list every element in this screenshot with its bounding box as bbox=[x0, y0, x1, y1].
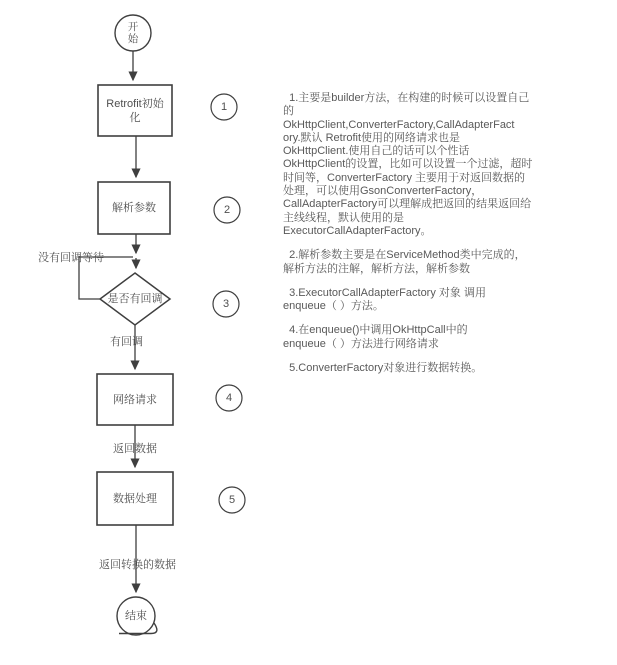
annotation-line: 解析方法的注解，解析方法，解析参数 bbox=[283, 262, 470, 275]
annotation-paragraph-5 bbox=[283, 362, 615, 375]
annotation-paragraph-2 bbox=[283, 249, 615, 276]
annotation-line: 的 bbox=[283, 105, 294, 118]
annotation-line: OkHttpClient.使用自己的话可以个性话 bbox=[283, 145, 470, 158]
edge-label-has-callback: 有回调 bbox=[110, 336, 143, 348]
annotation-line: 5.ConverterFactory对象进行数据转换。 bbox=[283, 362, 483, 375]
annotation-line: enqueue（ ）方法进行网络请求 bbox=[283, 337, 439, 350]
step-number-5: 5 bbox=[228, 494, 236, 506]
annotation-line: 3.ExecutorCallAdapterFactory 对象 调用 bbox=[283, 286, 486, 299]
retrofit-init-label-line2: 化 bbox=[129, 111, 141, 124]
edge-label-return-converted-data: 返回转换的数据 bbox=[99, 559, 176, 571]
retrofit-init-label-line1: Retrofit初始 bbox=[106, 97, 164, 110]
annotation-line: 处理，可以使用GsonConverterFactory， bbox=[283, 185, 483, 198]
step-number-1: 1 bbox=[220, 101, 228, 113]
annotation-line: 4.在enqueue()中调用OkHttpCall中的 bbox=[283, 324, 468, 337]
process-label-parse-params: 解析参数 bbox=[112, 202, 156, 214]
process-label-network-request: 网络请求 bbox=[113, 393, 157, 406]
start-label-line2: 始 bbox=[127, 33, 139, 45]
annotation-paragraph-1 bbox=[283, 92, 615, 238]
annotation-paragraph-3 bbox=[283, 287, 615, 314]
annotation-line: OkHttpClient,ConverterFactory,CallAdapterFact bbox=[283, 118, 515, 131]
step-number-3: 3 bbox=[222, 298, 230, 310]
edge-label-no-callback-wait: 没有回调等待 bbox=[38, 252, 104, 264]
edge-label-return-data: 返回数据 bbox=[113, 443, 157, 455]
process-label-retrofit-init bbox=[98, 85, 172, 136]
step-number-2: 2 bbox=[223, 204, 231, 216]
annotation-line: ory.默认 Retrofit使用的网络请求也是 bbox=[283, 131, 461, 144]
annotation-paragraph-4 bbox=[283, 324, 615, 351]
annotation-line: 2.解析参数主要是在ServiceMethod类中完成的， bbox=[283, 249, 526, 262]
decision-label-has-callback: 是否有回调 bbox=[107, 293, 163, 305]
annotation-line: enqueue（ ）方法。 bbox=[283, 300, 384, 313]
start-label-line1: 开 bbox=[127, 21, 139, 33]
annotation-line: 时间等，ConverterFactory 主要用于对返回数据的 bbox=[283, 171, 526, 184]
annotation-line: 1.主要是builder方法，在构建的时候可以设置自己 bbox=[283, 92, 530, 104]
step-number-4: 4 bbox=[225, 392, 233, 404]
process-label-data-process: 数据处理 bbox=[113, 492, 157, 505]
annotation-line: 主线线程，默认使用的是 bbox=[283, 211, 404, 224]
end-node-label: 结束 bbox=[125, 610, 147, 622]
annotation-line: OkHttpClient的设置，比如可以设置一个过滤，超时 bbox=[283, 158, 533, 171]
annotation-text-block bbox=[283, 92, 615, 386]
annotation-line: ExecutorCallAdapterFactory。 bbox=[283, 224, 432, 237]
start-node-label bbox=[115, 15, 151, 51]
annotation-line: CallAdapterFactory可以理解成把返回的结果返回给 bbox=[283, 198, 532, 211]
